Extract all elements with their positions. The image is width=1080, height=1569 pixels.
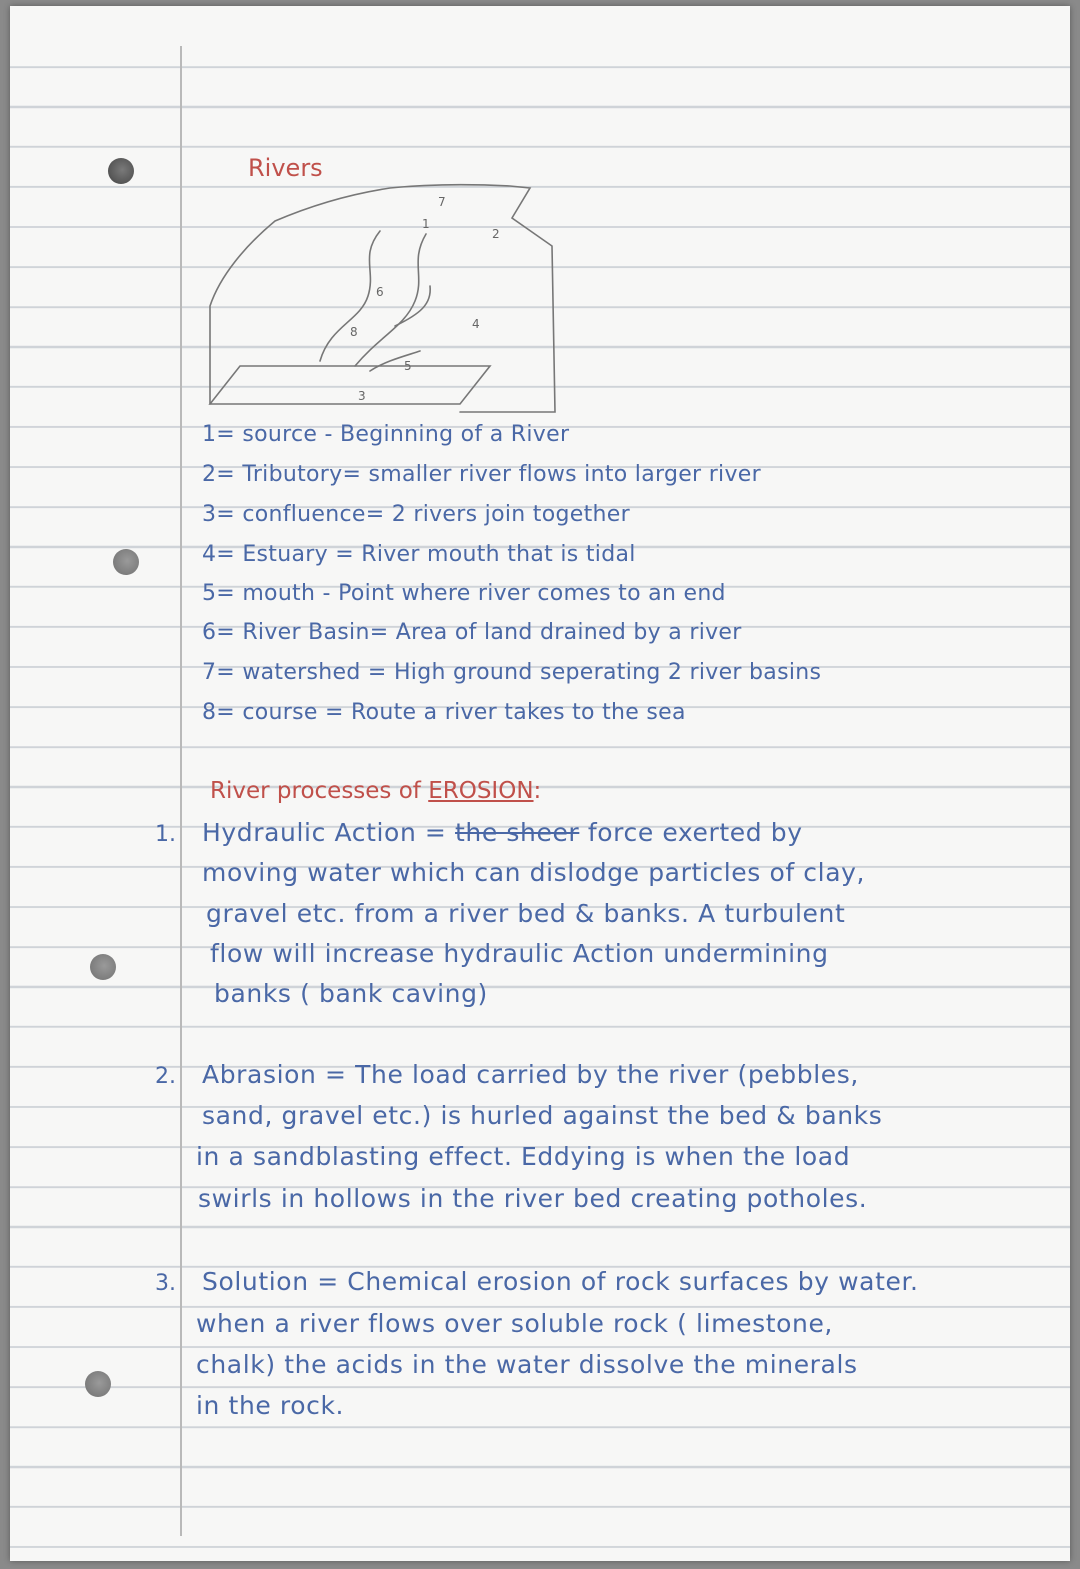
punch-hole <box>113 549 139 575</box>
item-number: 2. <box>155 1064 176 1089</box>
river-basin-sketch <box>190 176 570 416</box>
paragraph-line: sand, gravel etc.) is hurled against the bed & banks <box>202 1101 883 1130</box>
definition-row: 5= mouth - Point where river comes to an end <box>202 581 726 606</box>
diagram-label: 2 <box>492 227 500 241</box>
process-term: Abrasion = <box>202 1060 347 1089</box>
definition-row: 6= River Basin= Area of land drained by a river <box>202 620 742 645</box>
diagram-label: 8 <box>350 325 358 339</box>
punch-hole <box>90 954 116 980</box>
sketch-outline <box>210 366 490 404</box>
punch-hole <box>108 158 134 184</box>
paragraph-line: banks ( bank caving) <box>214 979 488 1008</box>
process-term: Solution = <box>202 1267 339 1296</box>
heading-emphasis: EROSION <box>428 778 534 804</box>
paragraph-line: Solution = Chemical erosion of rock surfaces by water. <box>202 1267 919 1296</box>
sketch-river <box>370 351 420 371</box>
paragraph-line: Hydraulic Action = the sheer force exerted by <box>202 818 803 847</box>
paragraph-line: when a river flows over soluble rock ( limestone, <box>196 1309 833 1338</box>
punch-hole <box>85 1371 111 1397</box>
paragraph-line: swirls in hollows in the river bed creating potholes. <box>198 1184 868 1213</box>
definition-row: 3= confluence= 2 rivers join together <box>202 502 630 527</box>
diagram-label: 3 <box>358 389 366 403</box>
definition-row: 2= Tributory= smaller river flows into larger river <box>202 462 761 487</box>
item-number: 3. <box>155 1271 176 1296</box>
paragraph-line: in a sandblasting effect. Eddying is when the load <box>196 1142 851 1171</box>
definition-row: 4= Estuary = River mouth that is tidal <box>202 542 636 567</box>
paragraph-line: chalk) the acids in the water dissolve the minerals <box>196 1350 858 1379</box>
paragraph-line: moving water which can dislodge particles of clay, <box>202 858 866 887</box>
diagram-label: 5 <box>404 359 412 373</box>
definition-row: 1= source - Beginning of a River <box>202 422 570 447</box>
paragraph-line: Abrasion = The load carried by the river (pebbles, <box>202 1060 859 1089</box>
struck-text: the sheer <box>455 818 580 847</box>
diagram-label: 6 <box>376 285 384 299</box>
definition-row: 8= course = Route a river takes to the sea <box>202 700 686 725</box>
diagram-label: 4 <box>472 317 480 331</box>
page-title: Rivers <box>248 154 323 182</box>
definition-row: 7= watershed = High ground seperating 2 river basins <box>202 660 822 685</box>
section-heading: River processes of EROSION: <box>210 778 542 804</box>
diagram-label: 1 <box>422 217 430 231</box>
item-number: 1. <box>155 822 176 847</box>
margin-line <box>180 46 182 1536</box>
diagram-label: 7 <box>438 195 446 209</box>
sketch-river <box>320 231 380 361</box>
process-term: Hydraulic Action = <box>202 818 447 847</box>
paragraph-line: flow will increase hydraulic Action undermining <box>210 939 829 968</box>
paragraph-line: in the rock. <box>196 1391 345 1420</box>
paragraph-line: gravel etc. from a river bed & banks. A turbulent <box>206 899 846 928</box>
notebook-page <box>10 6 1070 1561</box>
